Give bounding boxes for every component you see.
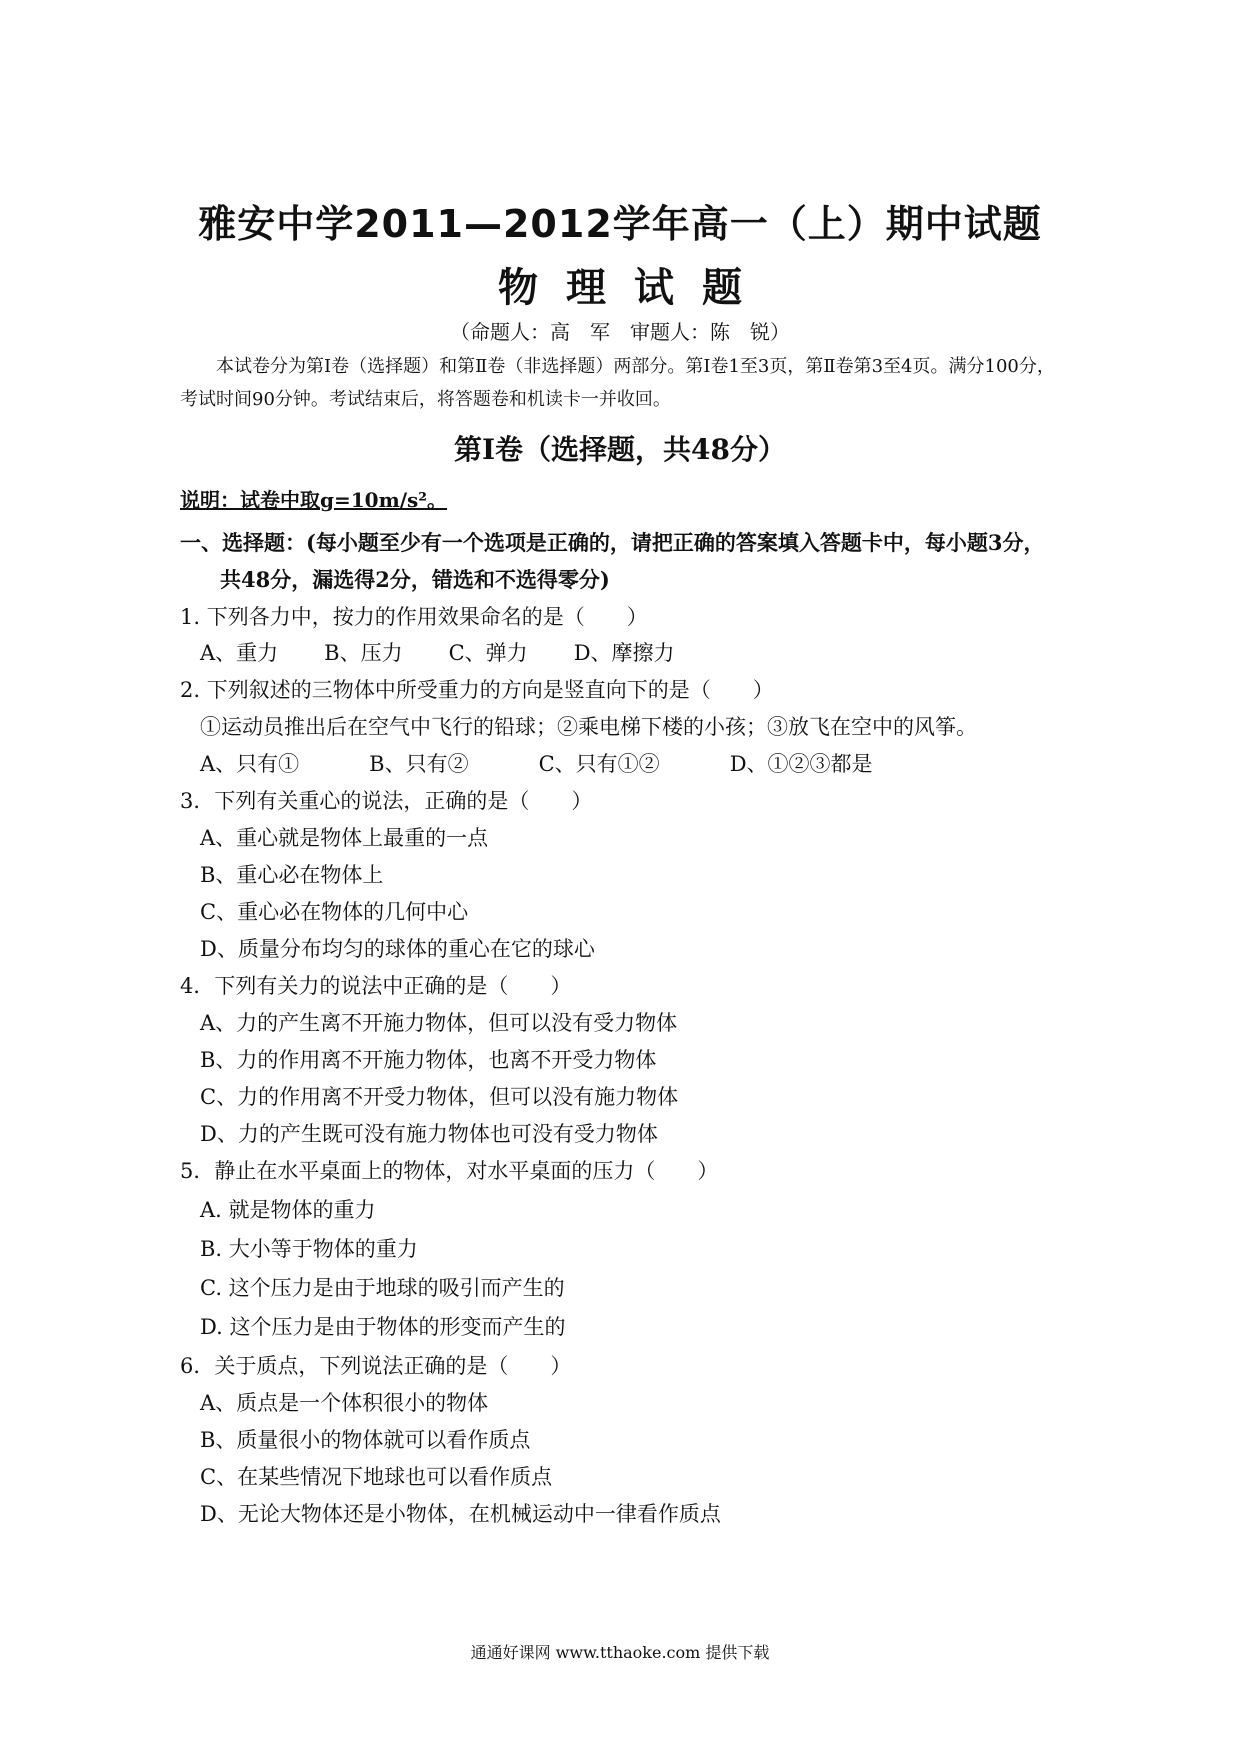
- question-1-stem: 1. 下列各力中，按力的作用效果命名的是（ ）: [180, 605, 648, 629]
- section-title: 第Ⅰ卷（选择题，共48分）: [453, 433, 787, 466]
- q5-option-a: A. 就是物体的重力: [200, 1198, 376, 1222]
- q4-option-a: A、力的产生离不开施力物体，但可以没有受力物体: [200, 1011, 678, 1035]
- question-5-stem: 5．静止在水平桌面上的物体，对水平桌面的压力（ ）: [180, 1159, 719, 1183]
- exam-title: 雅安中学2011—2012学年高一（上）期中试题: [198, 202, 1042, 246]
- q1-option-b: B、压力: [324, 641, 403, 665]
- authors-line: （命题人：高 军 审题人：陈 锐）: [450, 320, 790, 344]
- q4-option-b: B、力的作用离不开施力物体，也离不开受力物体: [200, 1048, 657, 1072]
- q1-option-d: D、摩擦力: [573, 641, 675, 665]
- instructions-line-2: 共48分，漏选得2分，错选和不选得零分): [220, 567, 610, 592]
- question-4-stem: 4．下列有关力的说法中正确的是（ ）: [180, 974, 572, 998]
- section-note: 说明：试卷中取g=10m/s²。: [180, 488, 448, 512]
- q2-option-d: D、①②③都是: [729, 752, 873, 776]
- intro-paragraph: 本试卷分为第Ⅰ卷（选择题）和第Ⅱ卷（非选择题）两部分。第Ⅰ卷1至3页，第Ⅱ卷第3至4页。满分100分，考试时间90分钟。考试结束后，将答题卷和机读卡一并收回。: [180, 356, 1055, 410]
- q5-option-b: B. 大小等于物体的重力: [200, 1237, 418, 1261]
- q5-option-c: C. 这个压力是由于地球的吸引而产生的: [200, 1276, 565, 1300]
- question-3-stem: 3．下列有关重心的说法，正确的是（ ）: [180, 789, 593, 813]
- q3-option-a: A、重心就是物体上最重的一点: [200, 826, 489, 850]
- question-2-options: [200, 748, 919, 778]
- q3-option-b: B、重心必在物体上: [200, 863, 384, 887]
- q4-option-c: C、力的作用离不开受力物体，但可以没有施力物体: [200, 1085, 679, 1109]
- q2-option-c: C、只有①②: [538, 752, 660, 776]
- q1-option-c: C、弹力: [448, 641, 528, 665]
- q5-option-d: D. 这个压力是由于物体的形变而产生的: [200, 1315, 566, 1339]
- page-footer: 通通好课网 www.tthaoke.com 提供下载: [470, 1643, 770, 1662]
- q1-option-a: A、重力: [200, 641, 279, 665]
- q3-option-c: C、重心必在物体的几何中心: [200, 900, 469, 924]
- subject-title: 物理试题: [498, 265, 770, 311]
- q4-option-d: D、力的产生既可没有施力物体也可没有受力物体: [200, 1122, 658, 1146]
- question-1-options: [200, 637, 721, 667]
- question-6-stem: 6．关于质点，下列说法正确的是（ ）: [180, 1354, 572, 1378]
- q6-option-b: B、质量很小的物体就可以看作质点: [200, 1428, 531, 1452]
- q6-option-a: A、质点是一个体积很小的物体: [200, 1391, 489, 1415]
- question-2-stem: 2. 下列叙述的三物体中所受重力的方向是竖直向下的是（ ）: [180, 678, 774, 702]
- q6-option-c: C、在某些情况下地球也可以看作质点: [200, 1465, 553, 1489]
- q3-option-d: D、质量分布均匀的球体的重心在它的球心: [200, 937, 595, 961]
- question-2-extra: ①运动员推出后在空气中飞行的铅球；②乘电梯下楼的小孩；③放飞在空中的风筝。: [200, 715, 977, 739]
- instructions-line-1: 一、选择题：(每小题至少有一个选项是正确的，请把正确的答案填入答题卡中，每小题3分，: [180, 530, 1045, 555]
- q2-option-b: B、只有②: [369, 752, 469, 776]
- q2-option-a: A、只有①: [200, 752, 300, 776]
- q6-option-d: D、无论大物体还是小物体，在机械运动中一律看作质点: [200, 1502, 721, 1526]
